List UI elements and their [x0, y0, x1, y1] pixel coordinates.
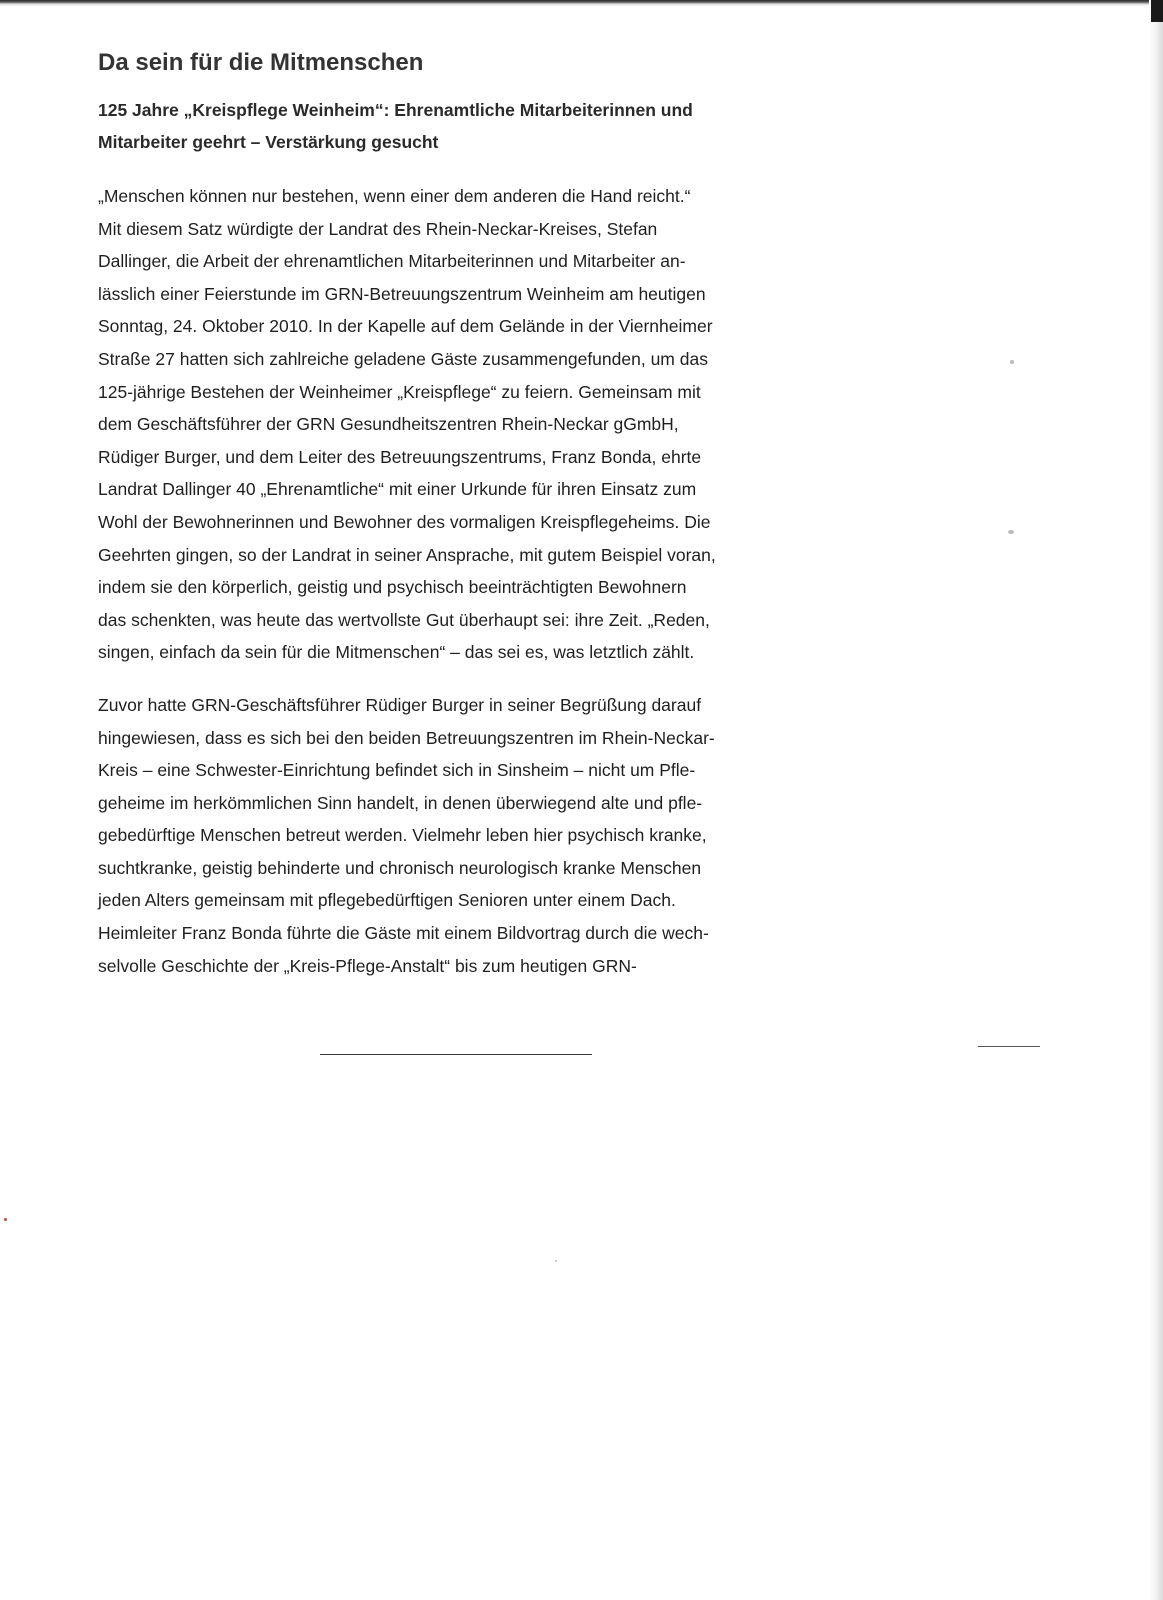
scan-top-edge — [0, 0, 1163, 6]
text-line: Rüdiger Burger, und dem Leiter des Betreuungszentrums, Franz Bonda, ehrte — [98, 446, 702, 467]
text-line: Zuvor hatte GRN-Geschäftsführer Rüdiger Burger in seiner Begrüßung darauf — [98, 694, 702, 715]
scan-corner-mark — [1151, 0, 1163, 22]
paragraph-2 — [98, 689, 798, 982]
text-line: 125-jährige Bestehen der Weinheimer „Kreispflege“ zu feiern. Gemeinsam mit — [98, 381, 701, 402]
text-line: hingewiesen, dass es sich bei den beiden Betreuungszentren im Rhein-Neckar- — [98, 727, 715, 748]
article-subheadline — [98, 94, 758, 158]
text-line: geheime im herkömmlichen Sinn handelt, in denen überwiegend alte und pfle- — [98, 792, 703, 813]
text-line: Straße 27 hatten sich zahlreiche geladene Gäste zusammengefunden, um das — [98, 348, 708, 369]
paragraph-1 — [98, 180, 798, 669]
margin-rule — [978, 1046, 1040, 1047]
article — [98, 46, 798, 982]
text-line: Heimleiter Franz Bonda führte die Gäste mit einem Bildvortrag durch die wech- — [98, 923, 709, 944]
text-line: indem sie den körperlich, geistig und psychisch beeinträchtigten Bewohnern — [98, 577, 687, 598]
scan-speck — [4, 1218, 7, 1221]
scan-speck — [1010, 360, 1014, 364]
text-line: gebedürftige Menschen betreut werden. Vielmehr leben hier psychisch kranke, — [98, 825, 707, 846]
text-line: jeden Alters gemeinsam mit pflegebedürftigen Senioren unter einem Dach. — [98, 890, 676, 911]
text-line: selvolle Geschichte der „Kreis-Pflege-Anstalt“ bis zum heutigen GRN- — [98, 955, 637, 976]
scan-speck — [1008, 530, 1014, 534]
text-line: dem Geschäftsführer der GRN Gesundheitszentren Rhein-Neckar gGmbH, — [98, 414, 679, 435]
scan-right-edge — [1149, 0, 1163, 1600]
separator-rule — [320, 1054, 592, 1055]
text-line: Wohl der Bewohnerinnen und Bewohner des vormaligen Kreispflegeheims. Die — [98, 511, 711, 532]
text-line: Dallinger, die Arbeit der ehrenamtlichen Mitarbeiterinnen und Mitarbeiter an- — [98, 251, 686, 272]
text-line: lässlich einer Feierstunde im GRN-Betreuungszentrum Weinheim am heutigen — [98, 283, 706, 304]
text-line: das schenkten, was heute das wertvollste Gut überhaupt sei: ihre Zeit. „Reden, — [98, 609, 710, 630]
article-headline: Da sein für die Mitmenschen — [98, 49, 424, 76]
scan-speck — [555, 1260, 557, 1262]
text-line: Geehrten gingen, so der Landrat in seiner Ansprache, mit gutem Beispiel voran, — [98, 544, 716, 565]
text-line: Kreis – eine Schwester-Einrichtung befindet sich in Sinsheim – nicht um Pfle- — [98, 760, 696, 781]
text-line: Mit diesem Satz würdigte der Landrat des Rhein-Neckar-Kreises, Stefan — [98, 218, 658, 239]
text-line: Landrat Dallinger 40 „Ehrenamtliche“ mit einer Urkunde für ihren Einsatz zum — [98, 479, 697, 500]
text-line: Sonntag, 24. Oktober 2010. In der Kapelle auf dem Gelände in der Viernheimer — [98, 316, 713, 337]
text-line: singen, einfach da sein für die Mitmenschen“ – das sei es, was letztlich zählt. — [98, 642, 695, 663]
text-line: „Menschen können nur bestehen, wenn einer dem anderen die Hand reicht.“ — [98, 186, 691, 206]
subheadline-line: 125 Jahre „Kreispflege Weinheim“: Ehrenamtliche Mitarbeiterinnen und — [98, 100, 693, 120]
text-line: suchtkranke, geistig behinderte und chronisch neurologisch kranke Menschen — [98, 857, 702, 878]
subheadline-line: Mitarbeiter geehrt – Verstärkung gesucht — [98, 132, 439, 152]
